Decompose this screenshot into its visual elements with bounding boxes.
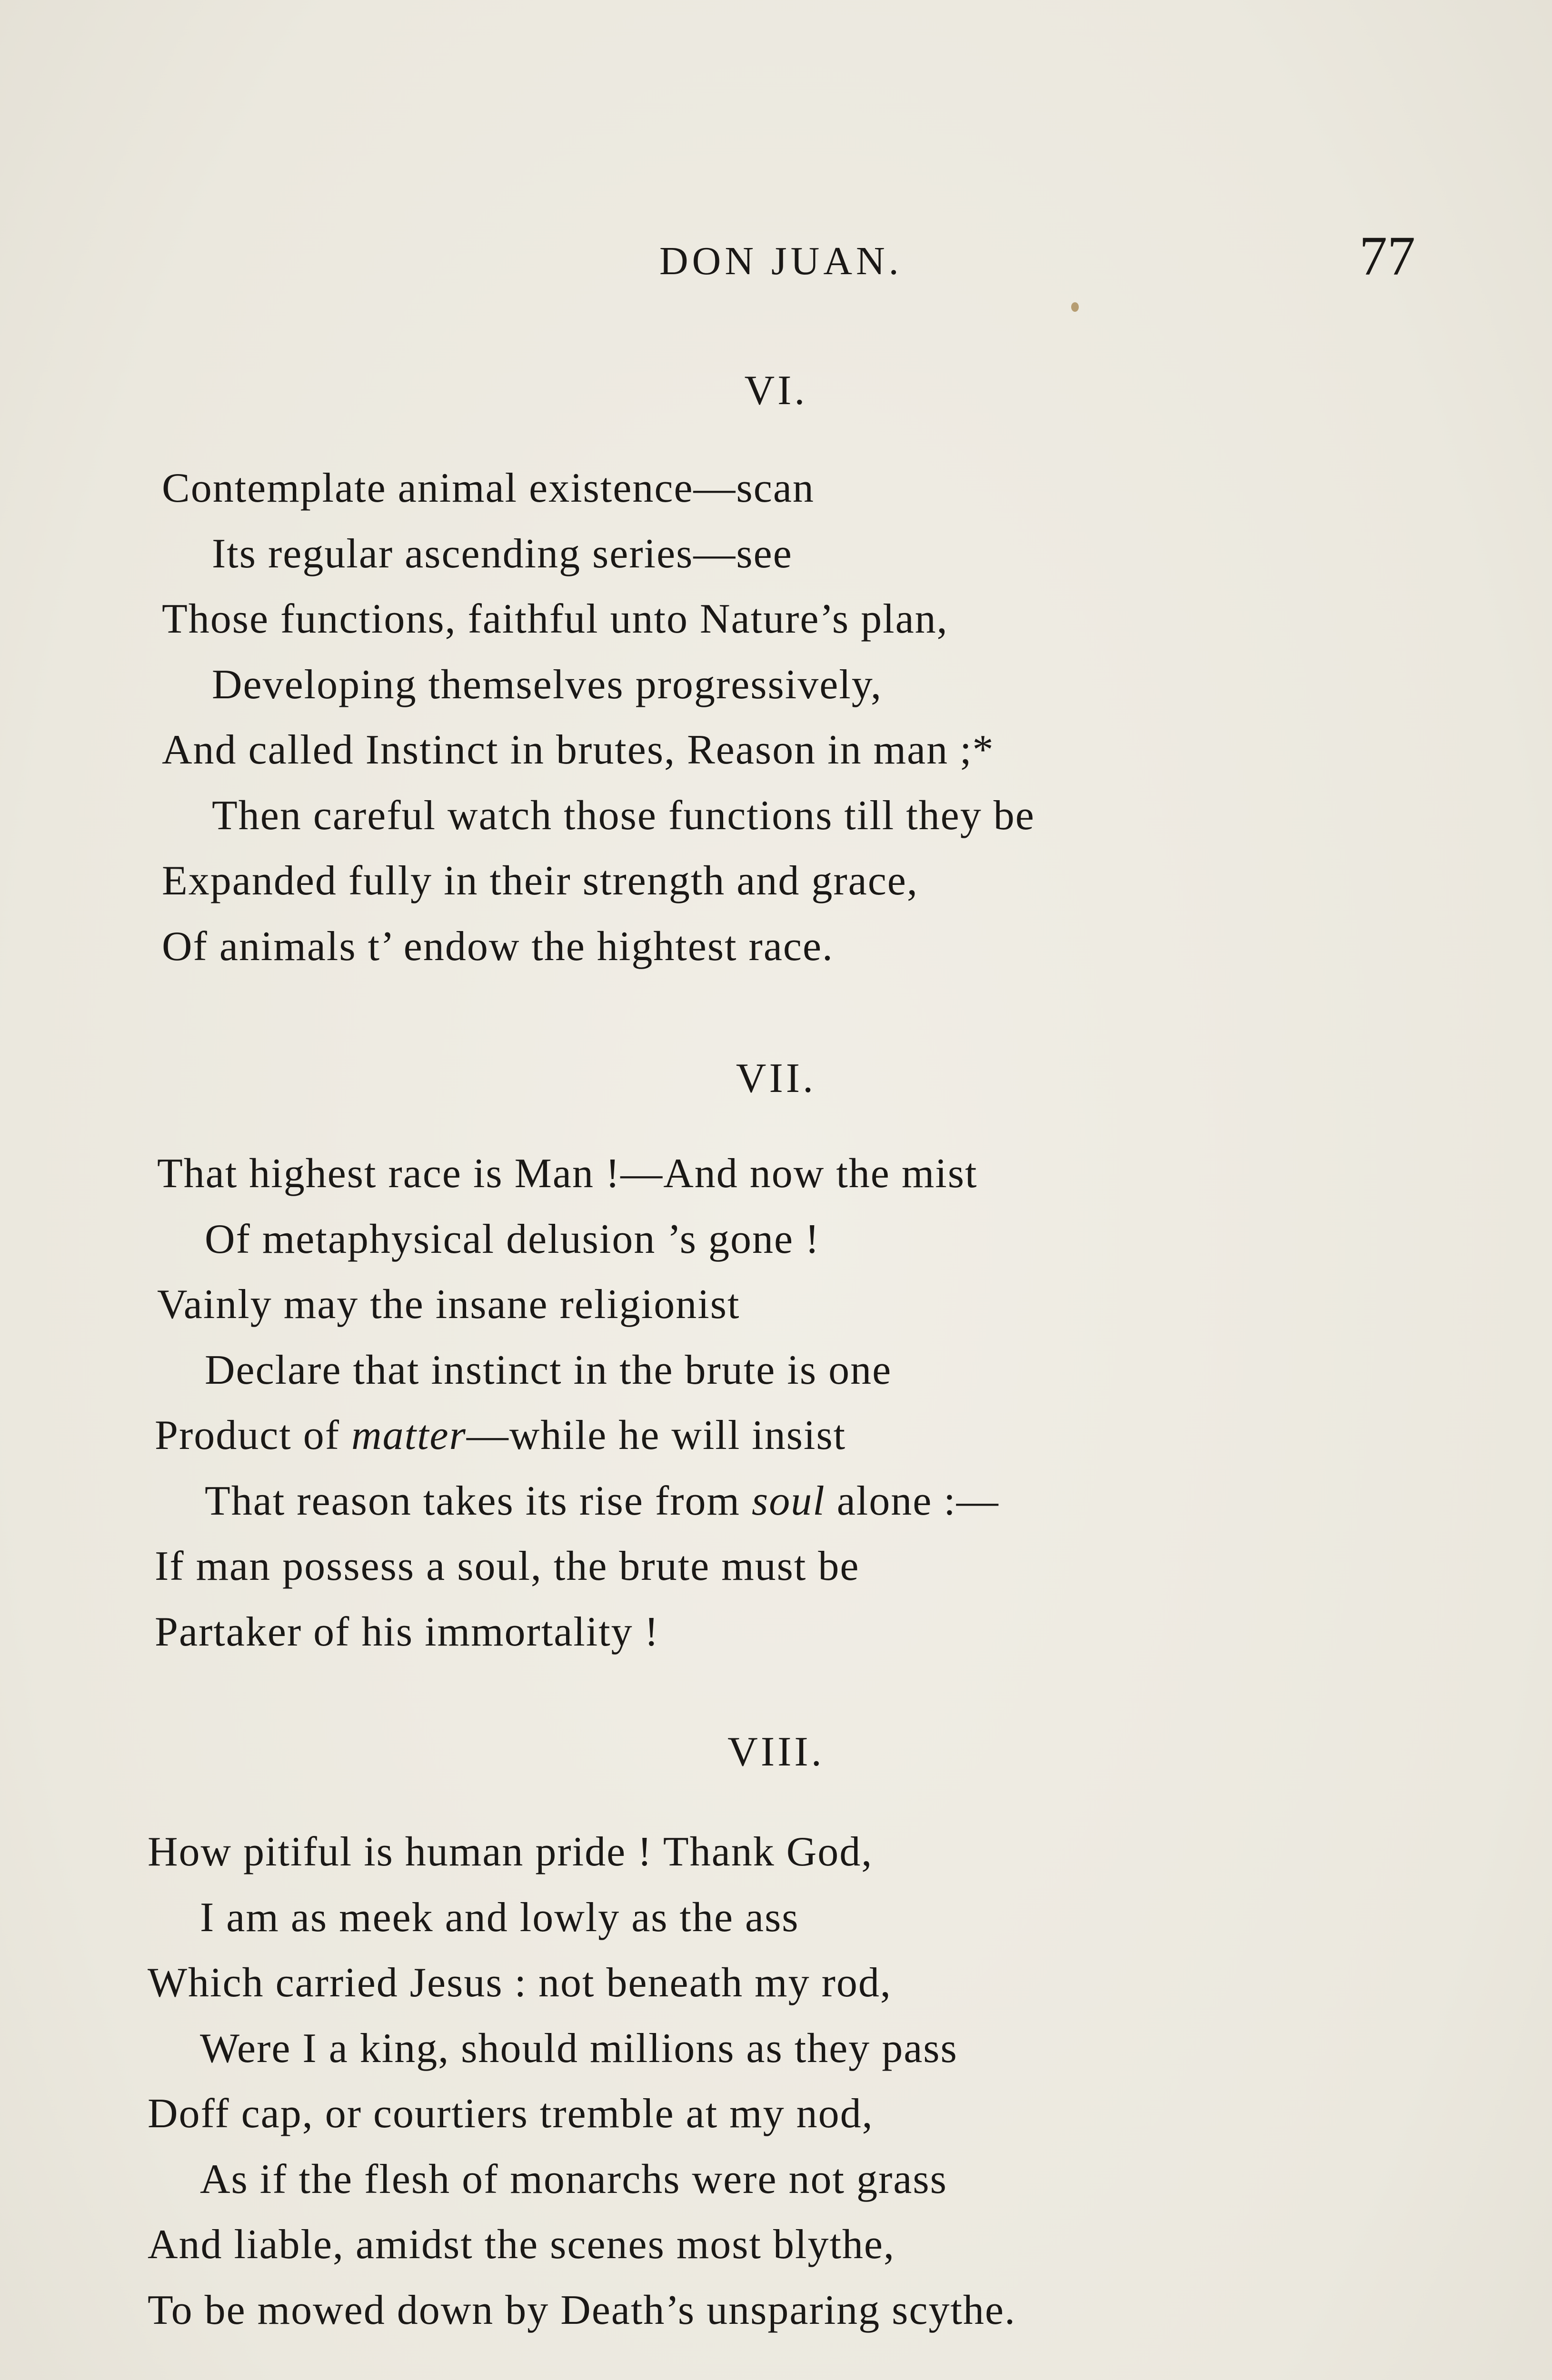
verse-line: And liable, amidst the scenes most blythe,: [148, 2221, 895, 2268]
verse-line: As if the flesh of monarchs were not grass: [200, 2156, 947, 2202]
verse-line: Partaker of his immortality !: [155, 1609, 659, 1655]
running-title: DON JUAN.: [659, 239, 903, 283]
verse-line: That highest race is Man !—And now the mist: [157, 1150, 978, 1197]
page-number: 77: [1359, 225, 1415, 287]
verse-line: Those functions, faithful unto Nature’s plan,: [162, 596, 948, 642]
verse-line: Then careful watch those functions till they be: [212, 793, 1035, 839]
verse-line: Vainly may the insane religionist: [157, 1281, 740, 1328]
verse-line: Of animals t’ endow the hightest race.: [162, 923, 834, 970]
verse-line: Contemplate animal existence—scan: [162, 465, 815, 511]
verse-line: Which carried Jesus : not beneath my rod,: [148, 1960, 892, 2006]
verse-line-soul-alone: That reason takes its rise from soul alone :—: [205, 1478, 999, 1524]
verse-line: And called Instinct in brutes, Reason in man ;*: [162, 727, 995, 773]
verse-line: Doff cap, or courtiers tremble at my nod,: [148, 2091, 874, 2137]
stanza-number-viii: VIII.: [727, 1729, 825, 1775]
verse-line: To be mowed down by Death’s unsparing scythe.: [148, 2287, 1016, 2333]
running-head: [0, 224, 1552, 300]
verse-line: I am as meek and lowly as the ass: [200, 1894, 799, 1941]
verse-line: How pitiful is human pride ! Thank God,: [148, 1829, 873, 1875]
verse-line: Its regular ascending series—see: [212, 531, 793, 577]
verse-line: If man possess a soul, the brute must be: [155, 1543, 860, 1589]
stanza-number-vii: VII.: [736, 1055, 816, 1101]
verse-line: Were I a king, should millions as they pass: [200, 2025, 958, 2072]
verse-line: Expanded fully in their strength and grace,: [162, 858, 918, 904]
verse-line: Of metaphysical delusion ’s gone !: [205, 1216, 820, 1262]
stanza-number-vi: VI.: [744, 367, 808, 414]
verse-line: Declare that instinct in the brute is one: [205, 1347, 892, 1393]
verse-line: Developing themselves progressively,: [212, 662, 882, 708]
ink-spot: [1071, 302, 1079, 312]
verse-line-product-of-matter: Product of matter—while he will insist: [155, 1412, 846, 1458]
